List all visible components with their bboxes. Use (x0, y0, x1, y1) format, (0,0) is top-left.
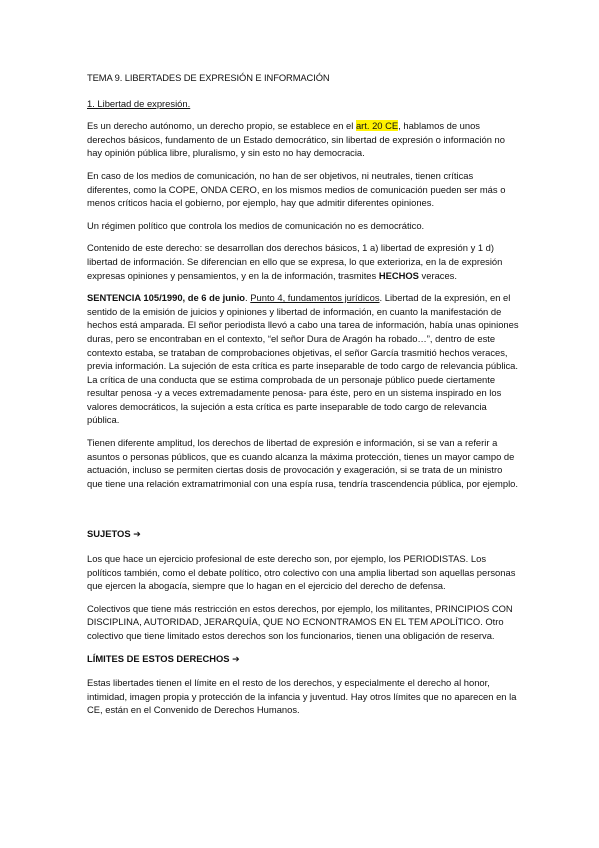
paragraph-3: Un régimen político que controla los medios de comunicación no es democrático. (87, 219, 425, 231)
paragraph-1-text-a: Es un derecho autónomo, un derecho propio, se establece en el (87, 120, 356, 132)
arrow-right-icon: ➔ (133, 530, 141, 541)
spacer (87, 499, 519, 527)
sentencia-punto: Punto 4, fundamentos jurídicos (250, 292, 380, 304)
sentencia-text: . Libertad de la expresión, en el sentido de la emisión de juicios y opiniones y libertad de información, en cuanto la manifestación de hechos está amparada. El señor periodista llevó a cabo una tarea de información, había unas opiniones duras, pero se encontraban en el contexto, “el señor Dura de Aragón ha robado…”, dentro de este contexto estaba, se trataban de comprobaciones objetivas, el señor García trasmitió hechos veraces, previa información. La sujeción de esta crítica es parte inseparable de todo cargo de relevancia pública. La crítica de una conducta que se estima comprobada de un personaje público puede ciertamente resultar penosa -y a veces extremadamente penosa- para éste, pero en un sistema inspirado en los valores democráticos, la sujeción a esta crítica es parte inseparable de todo cargo de relevancia pública. (87, 292, 519, 426)
document-title: TEMA 9. LIBERTADES DE EXPRESIÓN E INFORMACIÓN (87, 72, 330, 83)
paragraph-6: Tienen diferente amplitud, los derechos de libertad de expresión e información, si se van a referir a asuntos o personas públicos, que es cuando alcanza la máxima protección, tienes un mayor campo de actuación, incluso se permiten ciertas dosis de provocación y exageración, si se trata de un ministro que tiene una relación extramatrimonial con una espía rusa, tendría trascendencia pública, por ejemplo. (87, 437, 518, 489)
paragraph-1-text-b: , hablamos de unos derechos básicos, fundamento de un Estado democrático, sin libertad de expresión o información no hay opinión pública libre, pluralismo, y sin esto no hay democracia. (87, 120, 505, 159)
sentencia-reference: SENTENCIA 105/1990, de 6 de junio (87, 292, 246, 304)
paragraph-sentencia (87, 291, 519, 427)
section-heading-libertad-expresion: 1. Libertad de expresión. (87, 97, 191, 109)
document-content (87, 71, 519, 726)
highlighted-reference: art. 20 CE (355, 120, 399, 132)
paragraph-1 (87, 119, 519, 160)
paragraph-4 (87, 241, 519, 282)
bold-term-hechos: HECHOS (378, 269, 419, 281)
limites-heading-text: LÍMITES DE ESTOS DERECHOS (87, 652, 230, 664)
paragraph-4-text-a: Contenido de este derecho: se desarrollan dos derechos básicos, 1 a) libertad de expresión y 1 d) libertad de información. Se diferencian en ello que se expresa, lo que exterioriza, en la de expresión expresas opiniones y pensamientos, y en la de información, trasmites (87, 242, 503, 281)
paragraph-4-text-b: veraces. (418, 269, 457, 281)
section-heading-limites (87, 652, 519, 668)
sentencia-separator: . (245, 292, 251, 304)
arrow-right-icon: ➔ (232, 654, 240, 665)
paragraph-2: En caso de los medios de comunicación, no han de ser objetivos, ni neutrales, tienen críticas diferentes, como la COPE, ONDA CERO, en los mismos medios de comunicación pueden ser más o menos críticos hacia el gobierno, por ejemplo, hay que admitir diferentes opiniones. (87, 169, 506, 209)
paragraph-8: Colectivos que tiene más restricción en estos derechos, por ejemplo, los militantes, PRINCIPIOS CON DISCIPLINA, AUTORIDAD, JERARQUÍA, QUE NO ECNONTRAMOS EN EL TEM APOLÍTICO. Otro colectivo que tiene limitado estos derechos son los funcionarios, tienen una obligación de reserva. (87, 602, 513, 641)
paragraph-9: Estas libertades tienen el límite en el resto de los derechos, y especialmente el derecho al honor, intimidad, imagen propia y protección de la infancia y juventud. Hay otros límites que no aparecen en la CE, están en el Convenido de Derechos Humanos. (87, 677, 517, 716)
section-heading-sujetos (87, 527, 519, 543)
sujetos-heading-text: SUJETOS (87, 528, 131, 540)
paragraph-7: Los que hace un ejercicio profesional de este derecho son, por ejemplo, los PERIODISTAS. Los políticos también, como el debate político, otro colectivo con una amplia libertad son aquellas personas que ejercen la abogacía, siempre que lo hagan en el ejercicio del derecho de defensa. (87, 553, 516, 592)
